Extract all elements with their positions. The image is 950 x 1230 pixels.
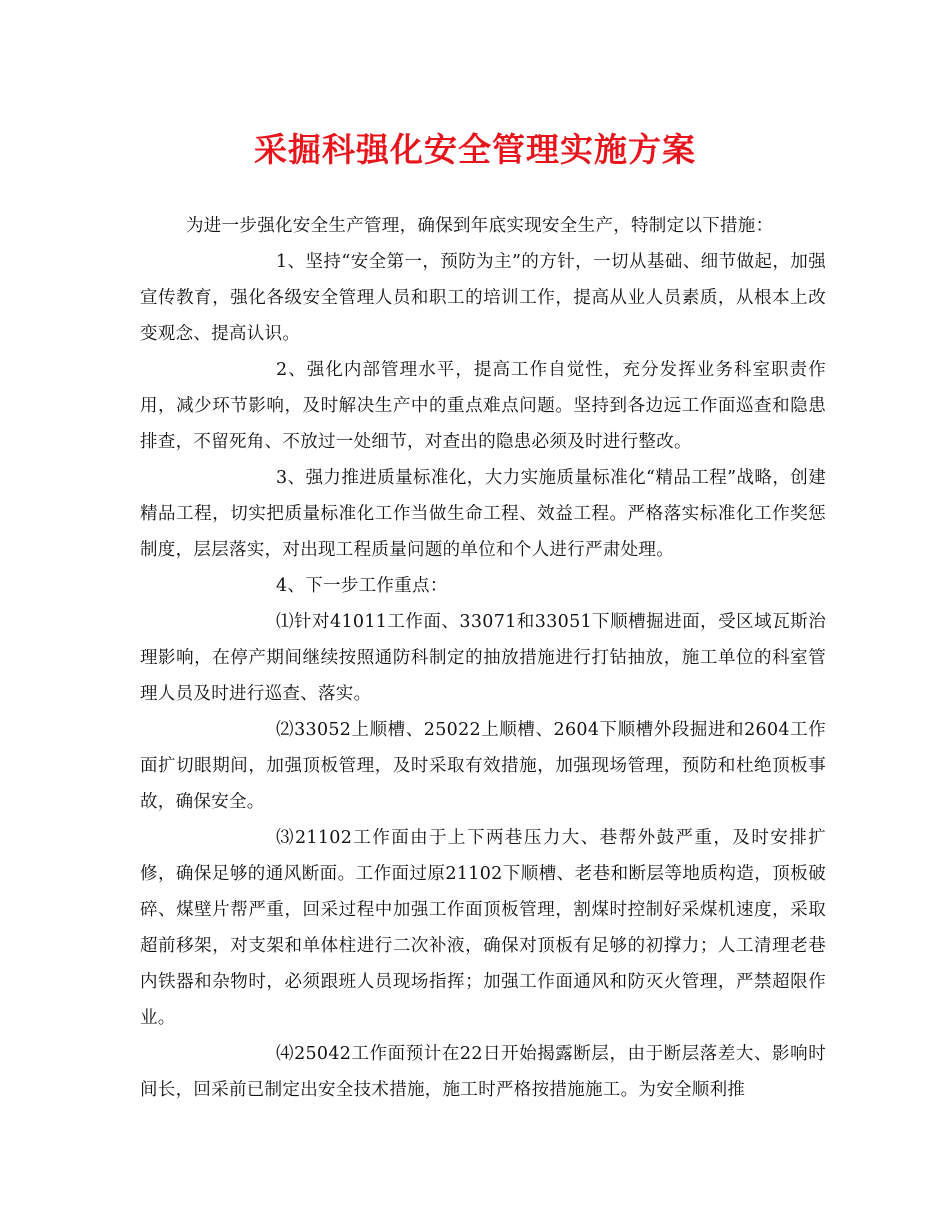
work-item-2-paragraph: ⑵33052上顺槽、25022上顺槽、2604下顺槽外段掘进和2604工作面扩切眼期间，加强顶板管理，及时采取有效措施，加强现场管理，预防和杜绝顶板事故，确保安全。 <box>140 720 826 812</box>
work-item-3-paragraph: ⑶21102工作面由于上下两巷压力大、巷帮外鼓严重，及时安排扩修，确保足够的通风断面。工作面过原21102下顺槽、老巷和断层等地质构造，顶板破碎、煤壁片帮严重，回采过程中加强工作面顶板管理，割煤时控制好采煤机速度，采取超前移架，对支架和单体柱进行二次补液，确保对顶板有足够的初撑力；人工清理老巷内铁器和杂物时，必须跟班人员现场指挥；加强工作面通风和防灭火管理，严禁超限作业。 <box>140 828 826 1028</box>
measure-4-heading: 4、下一步工作重点： <box>276 576 448 596</box>
intro-paragraph: 为进一步强化安全生产管理，确保到年底实现安全生产，特制定以下措施： <box>186 216 774 236</box>
work-item-1-paragraph: ⑴针对41011工作面、33071和33051下顺槽掘进面，受区域瓦斯治理影响，在停产期间继续按照通防科制定的抽放措施进行打钻抽放，施工单位的科室管理人员及时进行巡查、落实。 <box>140 612 826 704</box>
measure-3-paragraph: 3、强力推进质量标准化，大力实施质量标准化“精品工程”战略，创建精品工程，切实把质量标准化工作当做生命工程、效益工程。严格落实标准化工作奖惩制度，层层落实，对出现工程质量问题的单位和个人进行严肃处理。 <box>140 468 826 560</box>
measure-1-paragraph: 1、坚持“安全第一，预防为主”的方针，一切从基础、细节做起，加强宣传教育，强化各级安全管理人员和职工的培训工作，提高从业人员素质，从根本上改变观念、提高认识。 <box>140 252 826 344</box>
work-item-4-paragraph: ⑷25042工作面预计在22日开始揭露断层，由于断层落差大、影响时间长，回采前已制定出安全技术措施，施工时严格按措施施工。为安全顺利推 <box>140 1044 826 1100</box>
document-title: 采掘科强化安全管理实施方案 <box>254 130 696 169</box>
measure-2-paragraph: 2、强化内部管理水平，提高工作自觉性，充分发挥业务科室职责作用，减少环节影响，及时解决生产中的重点难点问题。坚持到各边远工作面巡查和隐患排查，不留死角、不放过一处细节，对查出的隐患必须及时进行整改。 <box>140 360 826 452</box>
document-body <box>140 208 826 1108</box>
